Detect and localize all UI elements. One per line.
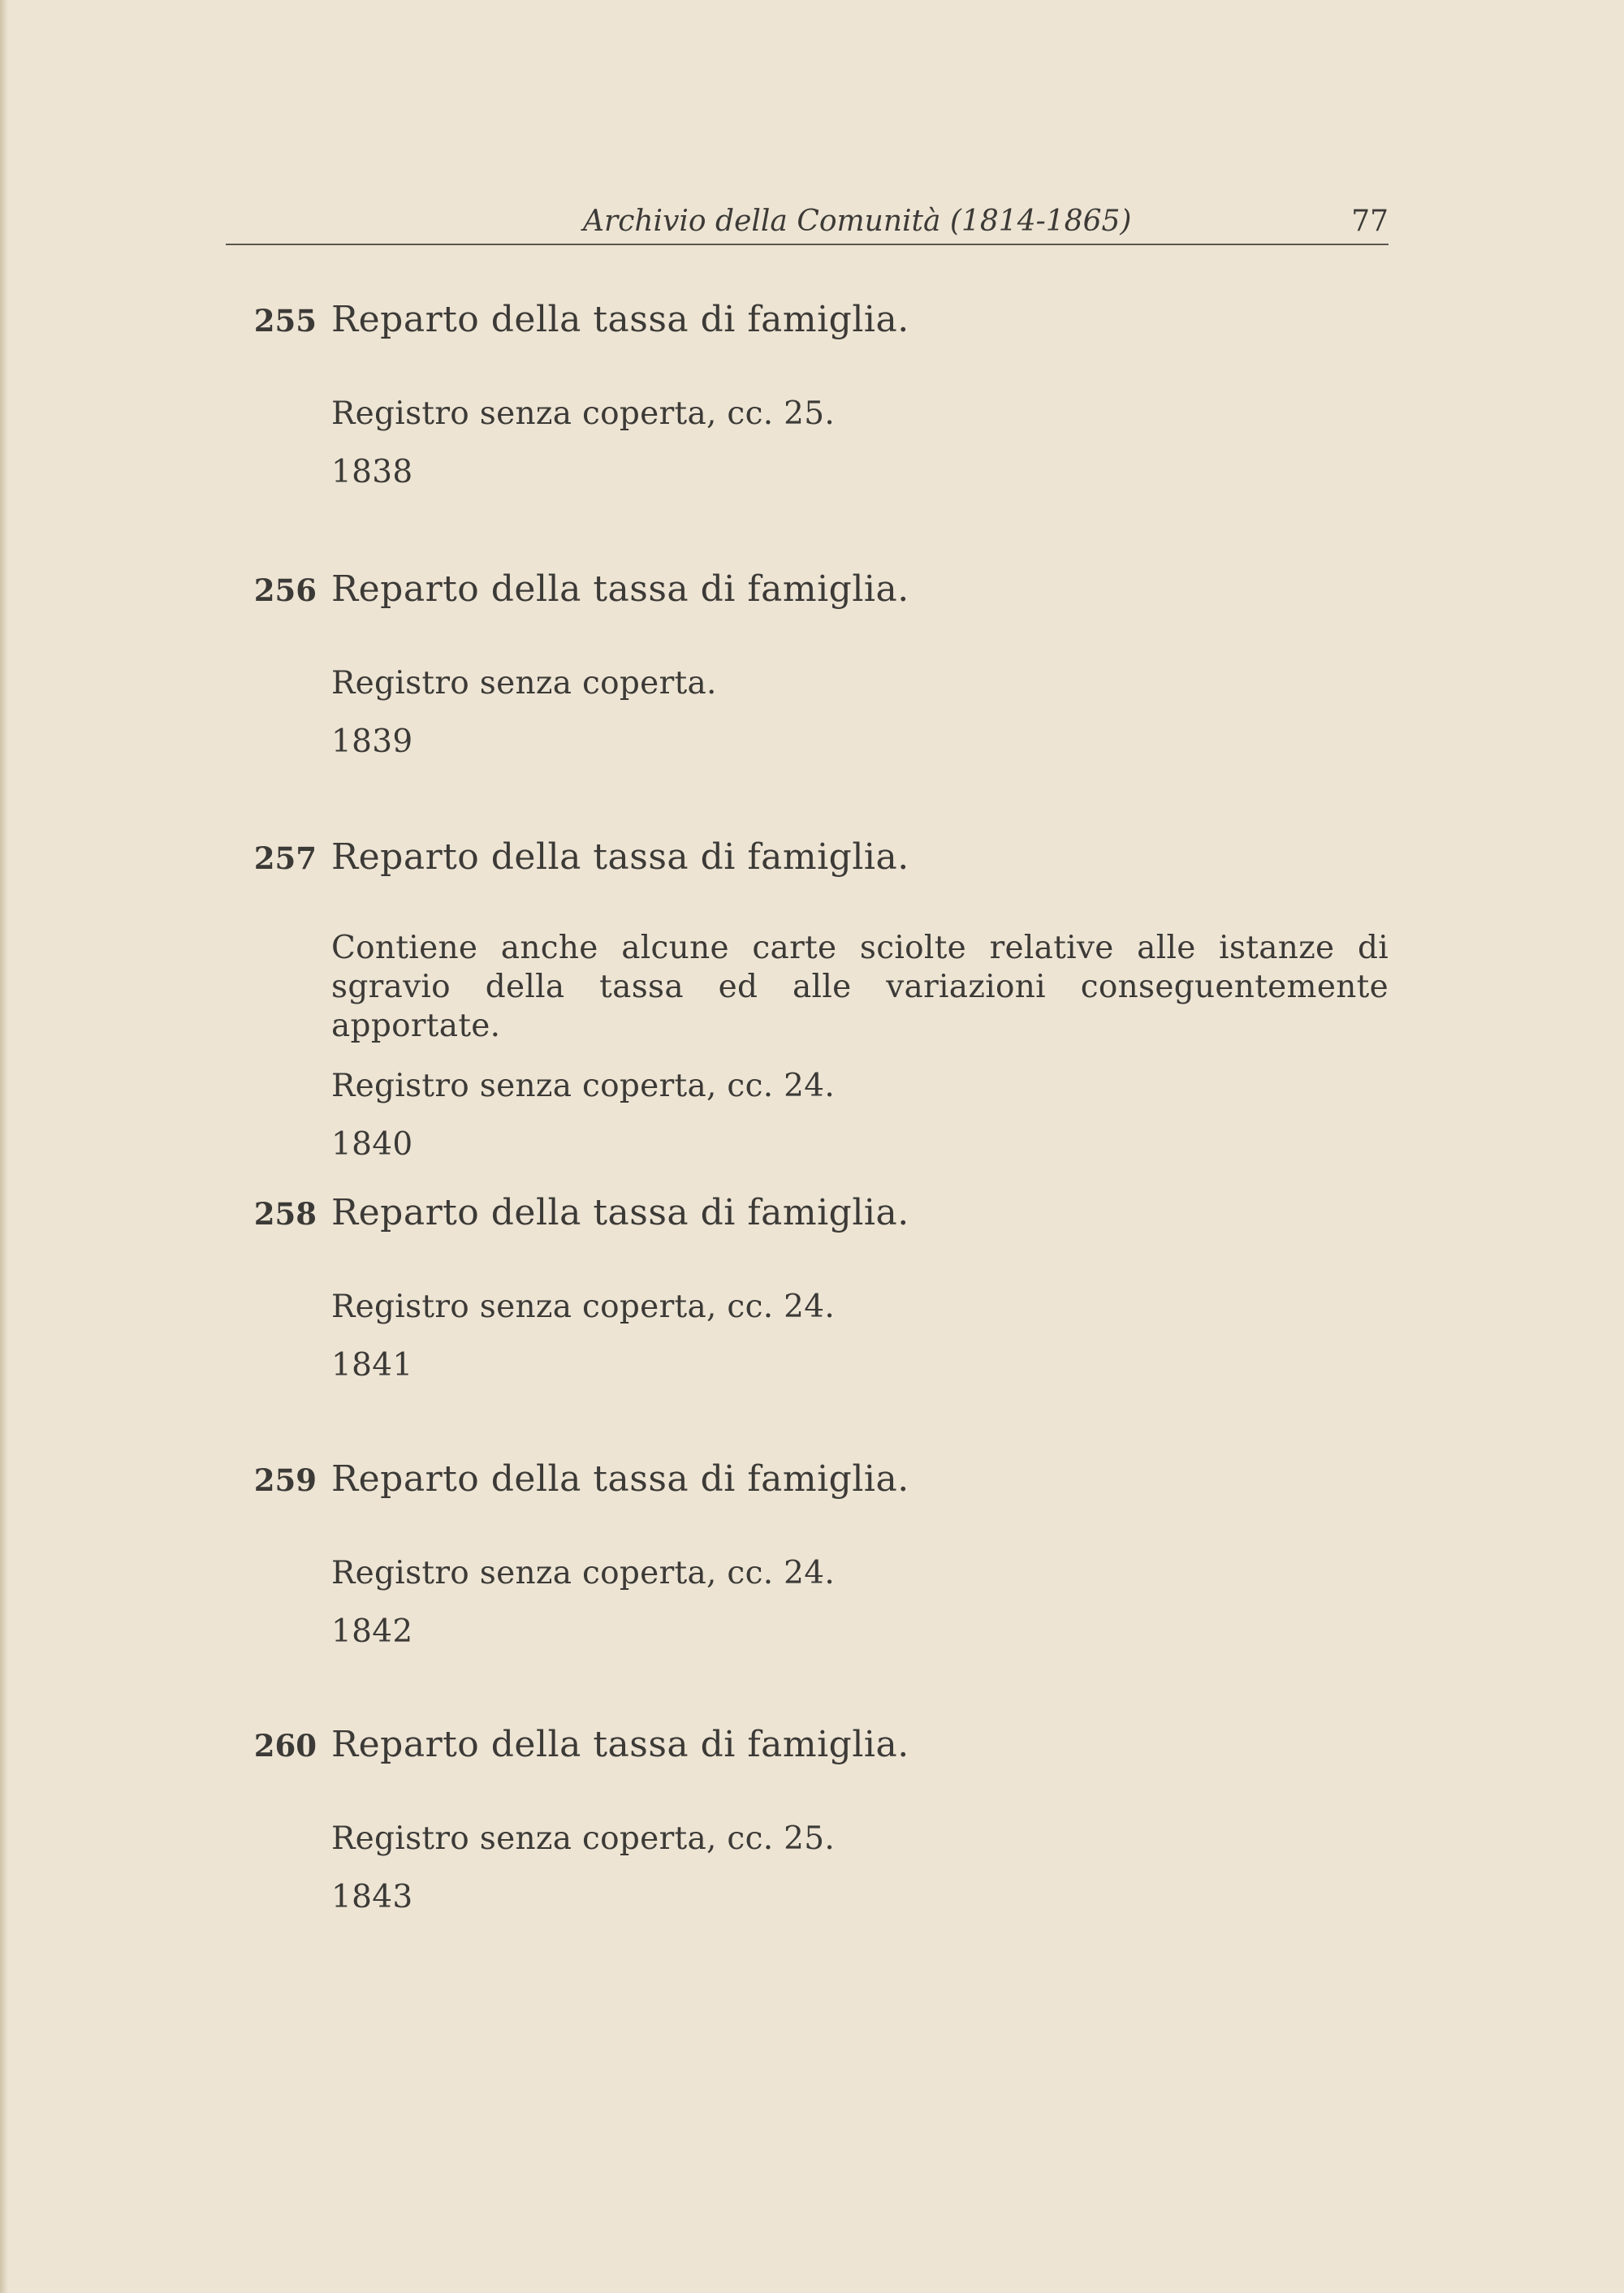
entry-description: Contiene anche alcune carte sciolte relative alle istanze di sgravio della tassa ed alle variazioni conseguentemente apportate. — [331, 930, 1389, 1044]
entry-date: 1842 — [331, 1613, 413, 1650]
entry-body — [331, 929, 1389, 1164]
page-edge-shadow — [0, 0, 8, 2293]
entry-title: Reparto della tassa di famiglia. — [331, 1458, 909, 1500]
entry-title: Reparto della tassa di famiglia. — [331, 1192, 909, 1233]
entry-physical-description: Registro senza coperta. — [331, 665, 717, 702]
entry-number: 255 — [253, 303, 317, 339]
entry-body — [331, 1820, 1389, 1917]
entry-title: Reparto della tassa di famiglia. — [331, 836, 909, 878]
entry-number: 258 — [253, 1196, 317, 1232]
entry-physical-description: Registro senza coperta, cc. 24. — [331, 1068, 836, 1104]
entry-date: 1843 — [331, 1879, 413, 1915]
entry-number: 257 — [253, 840, 317, 876]
entry-date: 1839 — [331, 723, 413, 760]
entry-title: Reparto della tassa di famiglia. — [331, 299, 909, 340]
entry-physical-description: Registro senza coperta, cc. 25. — [331, 395, 836, 432]
entry-number: 260 — [253, 1728, 317, 1764]
entry-physical-description: Registro senza coperta, cc. 24. — [331, 1289, 836, 1325]
entry-number: 259 — [253, 1462, 317, 1498]
entry-number: 256 — [253, 572, 317, 608]
page-number: 77 — [1351, 205, 1389, 238]
entry-date: 1840 — [331, 1126, 413, 1163]
entry-title: Reparto della tassa di famiglia. — [331, 1724, 909, 1765]
entry-title: Reparto della tassa di famiglia. — [331, 568, 909, 610]
entry-date: 1841 — [331, 1347, 413, 1384]
entry-body — [331, 1554, 1389, 1652]
entry-physical-description: Registro senza coperta, cc. 24. — [331, 1555, 836, 1591]
entry-body — [331, 664, 1389, 762]
entry-physical-description: Registro senza coperta, cc. 25. — [331, 1820, 836, 1857]
running-header — [226, 198, 1389, 245]
entry-body — [331, 1288, 1389, 1385]
entry-body — [331, 395, 1389, 492]
running-title: Archivio della Comunità (1814-1865) — [583, 205, 1132, 238]
entry-date: 1838 — [331, 454, 413, 490]
